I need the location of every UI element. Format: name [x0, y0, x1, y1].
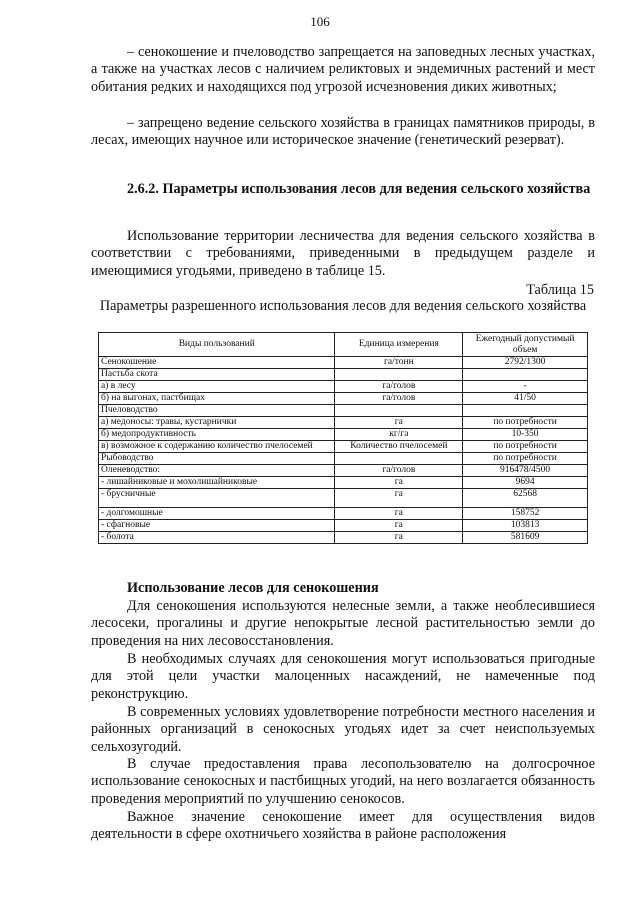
table-cell: 916478/4500 — [463, 465, 588, 477]
table-cell: Количество пчелосемей — [335, 441, 463, 453]
table-cell: б) на выгонах, пастбищах — [99, 393, 335, 405]
table-cell: - лишайниковые и мохолишайниковые — [99, 477, 335, 489]
table-cell — [335, 405, 463, 417]
table-cell: - болота — [99, 532, 335, 544]
table-cell: га — [335, 489, 463, 508]
table-row — [99, 393, 588, 405]
paragraph-body-5: Важное значение сенокошение имеет для осуществления видов деятельности в сфере охотничьего хозяйства в районе расположения — [91, 809, 595, 843]
table-row — [99, 489, 588, 508]
table-row — [99, 381, 588, 393]
table-cell: - брусничные — [99, 489, 335, 508]
table-row — [99, 477, 588, 489]
table-cell: га — [335, 417, 463, 429]
paragraph-restriction-2: – запрещено ведение сельского хозяйства в границах памятников природы, в лесах, имеющих научное или историческое значение (генетический резерват). — [91, 115, 595, 149]
table-cell: - долгомошные — [99, 508, 335, 520]
table-cell: 158752 — [463, 508, 588, 520]
table-cell: га — [335, 532, 463, 544]
table-row — [99, 369, 588, 381]
table-row — [99, 405, 588, 417]
table-cell: 10-350 — [463, 429, 588, 441]
table-row — [99, 453, 588, 465]
table-cell: га/тонн — [335, 357, 463, 369]
table-row — [99, 357, 588, 369]
table-cell: 41/50 — [463, 393, 588, 405]
table-cell: кг/га — [335, 429, 463, 441]
usage-parameters-table — [98, 332, 588, 544]
table-cell: по потребности — [463, 417, 588, 429]
table-row — [99, 532, 588, 544]
table-cell: а) медоносы: травы, кустарнички — [99, 417, 335, 429]
table-row — [99, 508, 588, 520]
table-cell: га — [335, 508, 463, 520]
paragraph-body-3: В современных условиях удовлетворение потребности местного населения и районных организаций в сенокосных угодьях идет за счет неиспользуемых сельхозугодий. — [91, 704, 595, 755]
table-cell: - сфагновые — [99, 520, 335, 532]
table-cell: по потребности — [463, 441, 588, 453]
table-cell: га/голов — [335, 465, 463, 477]
paragraph-restriction-1: – сенокошение и пчеловодство запрещается на заповедных лесных участках, а также на участках лесов с наличием реликтовых и эндемичных растений и мест обитания редких и находящихся под угрозой исчезновения диких животных; — [91, 44, 595, 95]
table-cell: 2792/1300 — [463, 357, 588, 369]
page-number: 106 — [310, 14, 330, 29]
table-cell: га/голов — [335, 393, 463, 405]
table-cell: Рыбоводство — [99, 453, 335, 465]
table-header-cell: Единица измерения — [335, 333, 463, 357]
table-row — [99, 429, 588, 441]
table-cell: а) в лесу — [99, 381, 335, 393]
table-cell: га/голов — [335, 381, 463, 393]
table-row — [99, 520, 588, 532]
paragraph-body-4: В случае предоставления права лесопользователю на долгосрочное использование сенокосных и пастбищных угодий, на него возлагается обязанность проведения мероприятий по улучшению сенокосов. — [91, 756, 595, 807]
section-heading: 2.6.2. Параметры использования лесов для ведения сельского хозяйства — [127, 181, 591, 197]
paragraph-intro: Использование территории лесничества для ведения сельского хозяйства в соответствии с требованиями, приведенными в предыдущем разделе и имеющимися угодьями, приведено в таблице 15. — [91, 228, 595, 279]
table-cell: Сенокошение — [99, 357, 335, 369]
table-title: Параметры разрешенного использования лесов для ведения сельского хозяйства — [99, 298, 587, 314]
table-cell — [335, 453, 463, 465]
table-cell: га — [335, 520, 463, 532]
table-cell: в) возможное к содержанию количество пчелосемей — [99, 441, 335, 453]
table-cell: 9694 — [463, 477, 588, 489]
paragraph-body-1: Для сенокошения используются нелесные земли, а также необлесившиеся лесосеки, прогалины и другие непокрытые лесной растительностью земли до проведения на них лесовосстановления. — [91, 598, 595, 649]
table-cell: га — [335, 477, 463, 489]
table-cell: Пастьба скота — [99, 369, 335, 381]
table-cell: б) медопродуктивность — [99, 429, 335, 441]
table-cell: Оленеводство: — [99, 465, 335, 477]
table-row — [99, 465, 588, 477]
table-cell: по потребности — [463, 453, 588, 465]
table-cell: 62568 — [463, 489, 588, 508]
table-cell: 581609 — [463, 532, 588, 544]
table-header-cell: Виды пользований — [99, 333, 335, 357]
subheading-haymaking: Использование лесов для сенокошения — [127, 580, 379, 596]
table-row — [99, 441, 588, 453]
table-cell — [463, 405, 588, 417]
table-cell — [463, 369, 588, 381]
table-cell: 103813 — [463, 520, 588, 532]
table-cell: Пчеловодство — [99, 405, 335, 417]
table-cell: - — [463, 381, 588, 393]
table-header-cell: Ежегодный допустимый объем — [463, 333, 588, 357]
table-row — [99, 417, 588, 429]
table-label: Таблица 15 — [526, 282, 594, 298]
paragraph-body-2: В необходимых случаях для сенокошения могут использоваться пригодные для этой цели участки малоценных насаждений, не намеченные под реконструкцию. — [91, 651, 595, 702]
table-cell — [335, 369, 463, 381]
